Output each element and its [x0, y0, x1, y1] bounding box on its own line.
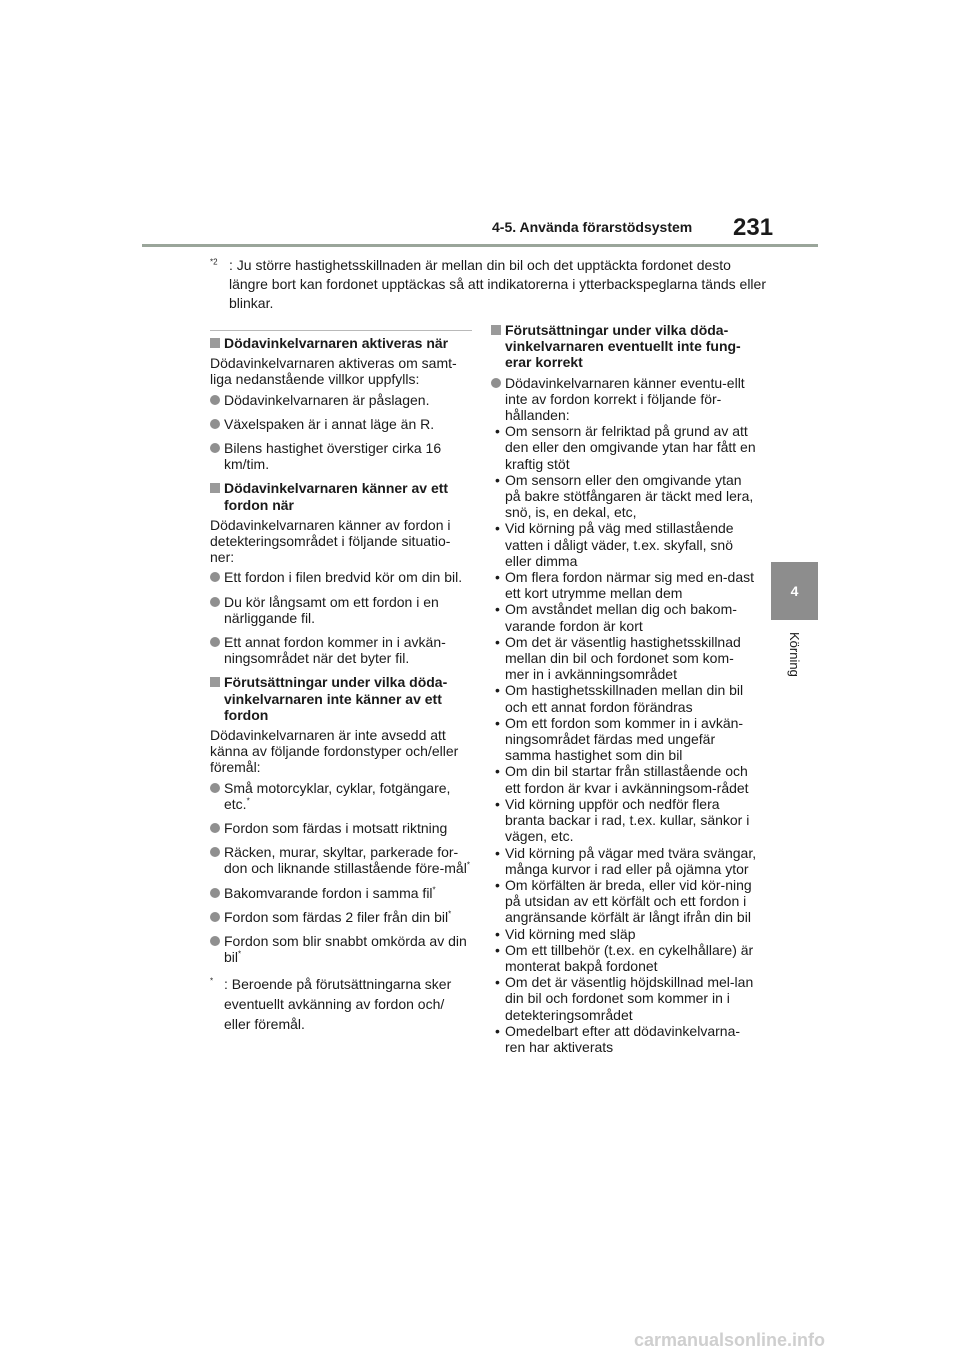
square-bullet-icon [210, 677, 220, 687]
circle-bullet-icon [210, 823, 220, 833]
sub-list-item: • Om ett tillbehör (t.ex. en cykelhållare) är monterat bakpå fordonet [495, 941, 754, 974]
circle-bullet-icon [210, 419, 220, 429]
right-column [491, 322, 757, 1055]
circle-bullet-icon [210, 912, 220, 922]
footnote-2-mark: *2 [210, 257, 218, 267]
list-item: Växelspaken är i annat läge än R. [210, 416, 472, 432]
paragraph: Dödavinkelvarnaren känner av fordon i detekteringsområdet i följande situatio-ner: [210, 516, 451, 566]
circle-bullet-icon [210, 783, 220, 793]
circle-bullet-icon [210, 936, 220, 946]
section-heading: Dödavinkelvarnaren aktiveras när [210, 335, 472, 351]
list-item: Små motorcyklar, cyklar, fotgängare, etc.* [210, 780, 472, 812]
list-item: Ett fordon i filen bredvid kör om din bil. [210, 569, 472, 585]
circle-bullet-icon [210, 597, 220, 607]
paragraph: Dödavinkelvarnaren aktiveras om samt-liga nedanstående villkor uppfylls: [210, 355, 457, 388]
sub-list-item: • Vid körning på vägar med tvära svängar, många kurvor i rad eller på ojämna ytor [495, 844, 757, 877]
sub-list-item: • Om sensorn eller den omgivande ytan på bakre stötfångaren är täckt med lera, snö, is, en dekal, etc, [495, 471, 754, 521]
list-item: Räcken, murar, skyltar, parkerade for-don och liknande stillastående före-mål* [210, 844, 472, 876]
list-item: Bakomvarande fordon i samma fil* [210, 885, 472, 901]
sub-list-item: • Om körfälten är breda, eller vid kör-ning på utsidan av ett körfält och ett fordon i angränsande körfält är långt ifrån din bil [495, 876, 752, 926]
sub-list-item: • Om flera fordon närmar sig med en-dast ett kort utrymme mellan dem [495, 569, 754, 602]
footnote-mark: * [210, 975, 214, 985]
list-item: Ett annat fordon kommer in i avkän-ningsområdet när det byter fil. [210, 634, 472, 666]
sub-list-item: • Om sensorn är felriktad på grund av att den eller den omgivande ytan har fått en kraftig stöt [495, 423, 756, 472]
chapter-label: Körning [787, 632, 802, 677]
section-title: 4-5. Använda förarstödsystem [492, 219, 693, 235]
footnote-star: * [448, 909, 452, 919]
watermark: carmanualsonline.info [634, 1330, 826, 1350]
sub-list-item: • Om din bil startar från stillastående och ett fordon är kvar i avkänningsom-rådet [495, 763, 749, 796]
section-heading: Förutsättningar under vilka döda-vinkelvarnaren inte känner av ett fordon [210, 674, 472, 723]
chapter-number: 4 [790, 583, 799, 599]
square-bullet-icon [491, 325, 501, 335]
sub-list-item: • Om det är väsentlig höjdskillnad mel-lan din bil och fordonet som kommer in i detekteringsområdet [495, 974, 754, 1023]
page-number: 231 [733, 214, 774, 241]
footnote [210, 974, 472, 1034]
chapter-tab[interactable] [771, 562, 818, 620]
list-item: Fordon som färdas 2 filer från din bil* [210, 909, 472, 925]
list-item: Bilens hastighet överstiger cirka 16 km/tim. [210, 440, 472, 472]
footnote-star: * [238, 949, 242, 959]
sub-list-item: • Omedelbart efter att dödavinkelvarna-ren har aktiverats [495, 1022, 741, 1055]
footnote-star: * [246, 796, 250, 806]
section-heading: Dödavinkelvarnaren känner av ett fordon när [210, 480, 472, 512]
sub-list-item: • Om ett fordon som kommer in i avkän-ningsområdet färdas med ungefär samma hastighet som din bil [495, 714, 744, 764]
sub-list-item: • Vid körning uppför och nedför flera branta backar i rad, t.ex. kullar, sänkor i vägen, etc. [495, 795, 750, 845]
paragraph: Dödavinkelvarnaren är inte avsedd att känna av följande fordonstyper och/eller föremål: [210, 727, 459, 776]
sub-list-item: • Vid körning på väg med stillastående vatten i dåligt väder, t.ex. skyfall, snö eller dimma [495, 520, 734, 569]
circle-bullet-icon [210, 637, 220, 647]
circle-bullet-icon [210, 888, 220, 898]
sub-list-item: • Om hastighetsskillnaden mellan din bil och ett annat fordon förändras [495, 682, 744, 715]
header-divider [142, 244, 818, 247]
circle-bullet-icon [210, 572, 220, 582]
circle-bullet-icon [210, 847, 220, 857]
section-heading: Förutsättningar under vilka döda-vinkelvarnaren eventuellt inte fung-erar korrekt [491, 322, 757, 371]
footnote-star: * [432, 885, 436, 895]
sub-list-item: • Om avståndet mellan dig och bakom-varande fordon är kort [495, 601, 737, 634]
footnote-star: * [466, 860, 470, 870]
footnote-2-text: : Ju större hastighetsskillnaden är mellan din bil och det upptäckta fordonet desto längre bort kan fordonet upptäckas så att indikatorerna i ytterbackspeglarna tänds eller blinkar. [229, 257, 766, 311]
square-bullet-icon [210, 338, 220, 348]
list-item: Dödavinkelvarnaren är påslagen. [210, 392, 472, 408]
list-item: Du kör långsamt om ett fordon i en närliggande fil. [210, 594, 472, 626]
circle-bullet-icon [491, 378, 501, 388]
footnote-text: : Beroende på förutsättningarna sker eventuellt avkänning av fordon och/ eller föremål. [224, 975, 452, 1032]
circle-bullet-icon [210, 443, 220, 453]
circle-bullet-icon [210, 395, 220, 405]
sub-list-item: • Vid körning med släp [495, 925, 636, 942]
square-bullet-icon [210, 483, 220, 493]
footnote-2 [210, 256, 770, 313]
list-item: Fordon som färdas i motsatt riktning [210, 820, 472, 836]
list-item: Dödavinkelvarnaren känner eventu-ellt inte av fordon korrekt i följande för-hållanden: [491, 375, 757, 424]
sub-list-item: • Om det är väsentlig hastighetsskillnad mellan din bil och fordonet som kom-mer in i avkänningsområdet [495, 633, 741, 683]
list-item: Fordon som blir snabbt omkörda av din bil* [210, 933, 472, 965]
left-column [210, 330, 472, 1034]
